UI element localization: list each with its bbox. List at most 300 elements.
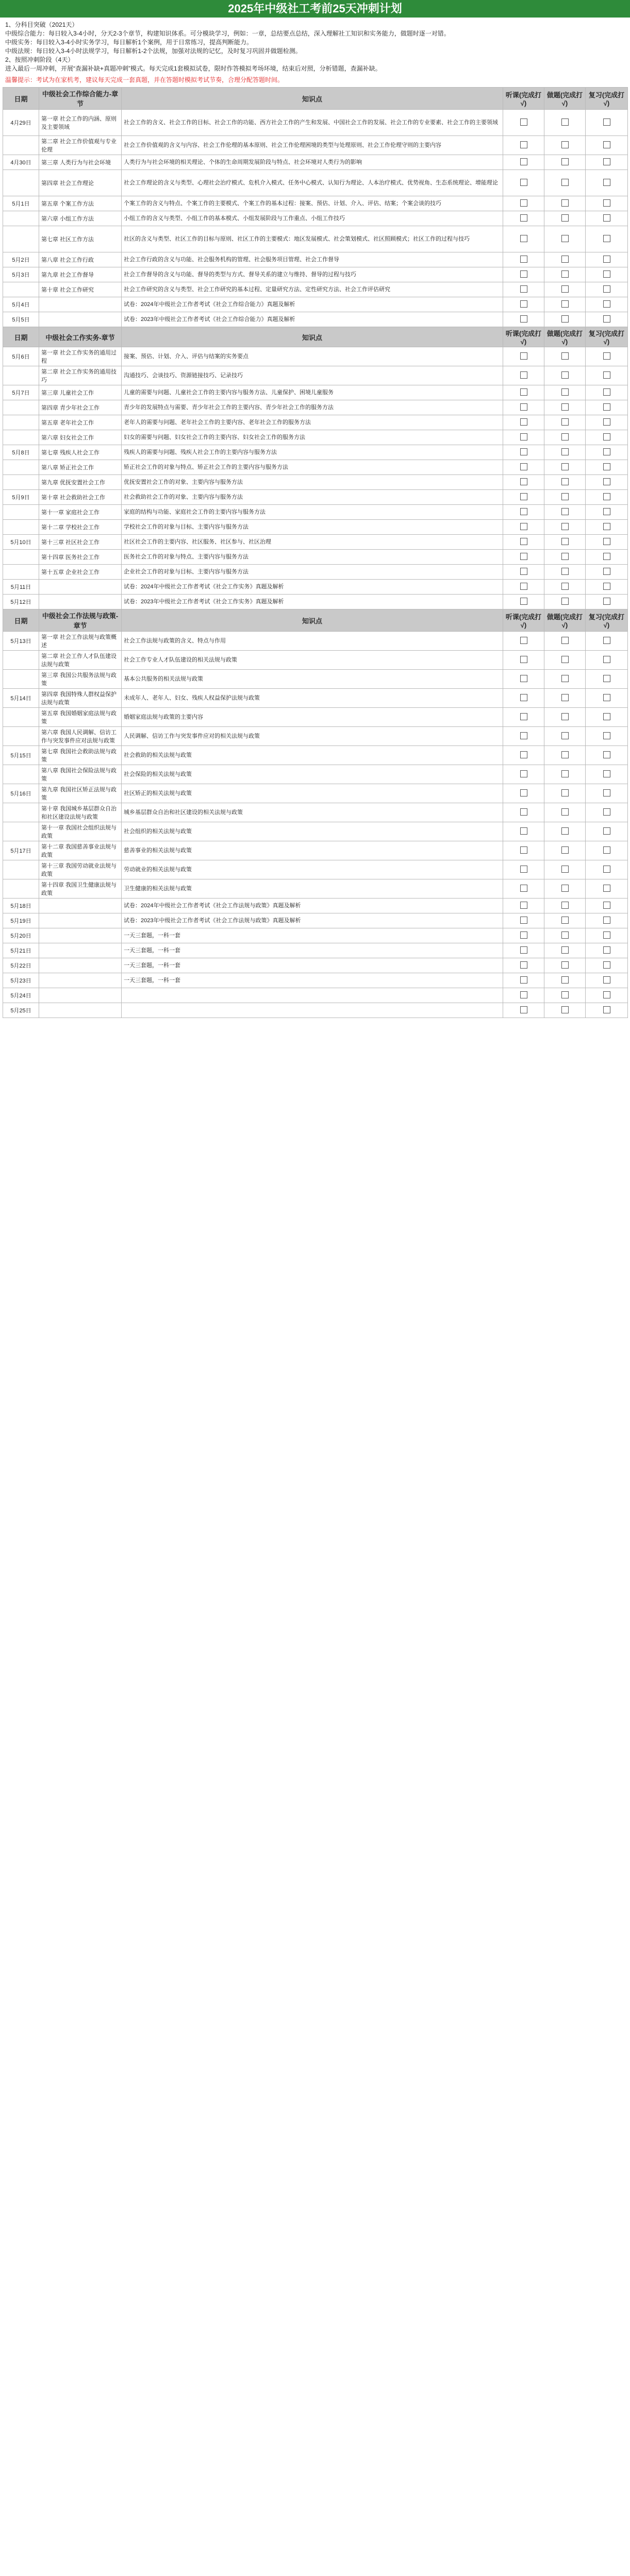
- checkbox[interactable]: [603, 637, 610, 644]
- table-row: [3, 841, 628, 860]
- table-row: [3, 943, 628, 958]
- row-knowledge: 青少年的发展特点与需要、青少年社会工作的主要内容、青少年社会工作的服务方法: [122, 400, 503, 415]
- row-knowledge: 未成年人、老年人、妇女、残疾人权益保护法规与政策: [122, 689, 503, 708]
- checkbox[interactable]: [561, 463, 569, 470]
- row-knowledge: 社会工作专业人才队伍建设的相关法规与政策: [122, 651, 503, 670]
- lecture-checkbox-cell: [503, 746, 544, 765]
- review-checkbox-cell: [586, 803, 628, 822]
- row-knowledge: 试卷：2024年中级社会工作者考试《社会工作法规与政策》真题及解析: [122, 899, 503, 913]
- row-knowledge: 医务社会工作的对象与特点、主要内容与服务方法: [122, 550, 503, 565]
- row-date: 4月29日: [3, 110, 39, 136]
- checkbox[interactable]: [603, 418, 610, 426]
- row-chapter: 第七章 社区工作方法: [39, 226, 122, 252]
- row-date: [3, 430, 39, 445]
- checkbox[interactable]: [561, 808, 569, 816]
- row-knowledge: 劳动就业的相关法规与政策: [122, 860, 503, 879]
- exercise-checkbox-cell: [544, 565, 586, 580]
- checkbox[interactable]: [603, 270, 610, 278]
- checkbox[interactable]: [520, 827, 527, 835]
- exercise-checkbox-cell: [544, 415, 586, 430]
- checkbox[interactable]: [561, 568, 569, 575]
- checkbox[interactable]: [520, 583, 527, 590]
- exercise-checkbox-cell: [544, 746, 586, 765]
- row-knowledge: 个案工作的含义与特点、个案工作的主要模式、个案工作的基本过程：接案、预估、计划、介入、评估、结案；个案会谈的技巧: [122, 196, 503, 211]
- row-knowledge: 社会工作督导的含义与功能、督导的类型与方式、督导关系的建立与维持、督导的过程与技巧: [122, 267, 503, 282]
- lecture-checkbox-cell: [503, 860, 544, 879]
- checkbox[interactable]: [561, 538, 569, 545]
- checkbox[interactable]: [603, 902, 610, 909]
- checkbox[interactable]: [561, 675, 569, 682]
- review-checkbox-cell: [586, 708, 628, 727]
- checkbox[interactable]: [603, 493, 610, 500]
- checkbox[interactable]: [561, 917, 569, 924]
- review-checkbox-cell: [586, 490, 628, 505]
- checkbox[interactable]: [520, 158, 527, 165]
- checkbox[interactable]: [561, 751, 569, 758]
- checkbox[interactable]: [603, 508, 610, 515]
- checkbox[interactable]: [603, 789, 610, 796]
- row-chapter: 第四章 青少年社会工作: [39, 400, 122, 415]
- checkbox[interactable]: [603, 713, 610, 720]
- checkbox[interactable]: [561, 141, 569, 148]
- checkbox[interactable]: [520, 961, 527, 969]
- table-row: [3, 535, 628, 550]
- row-date: [3, 803, 39, 822]
- review-checkbox-cell: [586, 136, 628, 155]
- checkbox[interactable]: [561, 158, 569, 165]
- checkbox[interactable]: [561, 118, 569, 126]
- row-chapter: 第六章 小组工作方法: [39, 211, 122, 226]
- checkbox[interactable]: [603, 141, 610, 148]
- lecture-checkbox-cell: [503, 347, 544, 366]
- checkbox[interactable]: [520, 637, 527, 644]
- checkbox[interactable]: [561, 214, 569, 222]
- row-knowledge: 城乡基层群众自治和社区建设的相关法规与政策: [122, 803, 503, 822]
- checkbox[interactable]: [520, 493, 527, 500]
- checkbox[interactable]: [561, 789, 569, 796]
- checkbox[interactable]: [520, 523, 527, 530]
- checkbox[interactable]: [561, 976, 569, 984]
- checkbox[interactable]: [520, 946, 527, 954]
- checkbox[interactable]: [603, 553, 610, 560]
- checkbox[interactable]: [561, 300, 569, 308]
- checkbox[interactable]: [603, 118, 610, 126]
- lecture-checkbox-cell: [503, 226, 544, 252]
- table-row: [3, 282, 628, 297]
- checkbox[interactable]: [561, 418, 569, 426]
- row-date: 5月11日: [3, 580, 39, 595]
- checkbox[interactable]: [520, 179, 527, 186]
- checkbox[interactable]: [561, 179, 569, 186]
- row-knowledge: 一天三套题，一科一套: [122, 958, 503, 973]
- checkbox[interactable]: [520, 235, 527, 242]
- review-checkbox-cell: [586, 595, 628, 609]
- checkbox[interactable]: [561, 478, 569, 485]
- exercise-checkbox-cell: [544, 708, 586, 727]
- exercise-checkbox-cell: [544, 347, 586, 366]
- checkbox[interactable]: [561, 732, 569, 739]
- row-knowledge: 老年人的需要与问题、老年社会工作的主要内容、老年社会工作的服务方法: [122, 415, 503, 430]
- exercise-checkbox-cell: [544, 282, 586, 297]
- checkbox[interactable]: [603, 1006, 610, 1013]
- checkbox[interactable]: [520, 256, 527, 263]
- lecture-checkbox-cell: [503, 282, 544, 297]
- review-checkbox-cell: [586, 430, 628, 445]
- checkbox[interactable]: [561, 694, 569, 701]
- checkbox[interactable]: [603, 179, 610, 186]
- checkbox[interactable]: [520, 770, 527, 777]
- checkbox[interactable]: [561, 523, 569, 530]
- checkbox[interactable]: [520, 141, 527, 148]
- table-row: [3, 297, 628, 312]
- checkbox[interactable]: [603, 827, 610, 835]
- checkbox[interactable]: [561, 866, 569, 873]
- checkbox[interactable]: [520, 1006, 527, 1013]
- checkbox[interactable]: [603, 885, 610, 892]
- review-checkbox-cell: [586, 928, 628, 943]
- checkbox[interactable]: [603, 694, 610, 701]
- checkbox[interactable]: [561, 403, 569, 411]
- exercise-checkbox-cell: [544, 988, 586, 1003]
- review-checkbox-cell: [586, 632, 628, 651]
- checkbox[interactable]: [520, 352, 527, 360]
- exercise-checkbox-cell: [544, 520, 586, 535]
- checkbox[interactable]: [520, 789, 527, 796]
- checkbox[interactable]: [603, 315, 610, 323]
- checkbox[interactable]: [561, 656, 569, 663]
- review-checkbox-cell: [586, 110, 628, 136]
- checkbox[interactable]: [520, 568, 527, 575]
- row-knowledge: 慈善事业的相关法规与政策: [122, 841, 503, 860]
- review-checkbox-cell: [586, 505, 628, 520]
- row-knowledge: 社会工作法规与政策的含义、特点与作用: [122, 632, 503, 651]
- review-checkbox-cell: [586, 860, 628, 879]
- checkbox[interactable]: [603, 770, 610, 777]
- table-row: [3, 505, 628, 520]
- checkbox[interactable]: [520, 732, 527, 739]
- row-chapter: 第十章 社会救助社会工作: [39, 490, 122, 505]
- checkbox[interactable]: [561, 713, 569, 720]
- row-knowledge: 试卷：2024年中级社会工作者考试《社会工作综合能力》真题及解析: [122, 297, 503, 312]
- lecture-checkbox-cell: [503, 595, 544, 609]
- row-date: 5月10日: [3, 535, 39, 550]
- row-date: 5月3日: [3, 267, 39, 282]
- checkbox[interactable]: [561, 961, 569, 969]
- checkbox[interactable]: [603, 285, 610, 293]
- checkbox[interactable]: [561, 991, 569, 998]
- table-row: [3, 1003, 628, 1018]
- lecture-checkbox-cell: [503, 366, 544, 385]
- row-knowledge: 社会救助社会工作的对象、主要内容与服务方法: [122, 490, 503, 505]
- row-chapter: 第二章 社会工作价值观与专业伦理: [39, 136, 122, 155]
- checkbox[interactable]: [520, 448, 527, 455]
- lecture-checkbox-cell: [503, 312, 544, 327]
- checkbox[interactable]: [520, 300, 527, 308]
- review-checkbox-cell: [586, 475, 628, 490]
- checkbox[interactable]: [561, 931, 569, 939]
- table-row: [3, 366, 628, 385]
- checkbox[interactable]: [520, 371, 527, 379]
- checkbox[interactable]: [603, 523, 610, 530]
- checkbox[interactable]: [603, 256, 610, 263]
- checkbox[interactable]: [603, 656, 610, 663]
- checkbox[interactable]: [603, 371, 610, 379]
- checkbox[interactable]: [520, 846, 527, 854]
- exercise-checkbox-cell: [544, 226, 586, 252]
- exercise-checkbox-cell: [544, 765, 586, 784]
- lecture-checkbox-cell: [503, 415, 544, 430]
- exercise-checkbox-cell: [544, 211, 586, 226]
- row-date: [3, 282, 39, 297]
- knowledge-header: 知识点: [122, 609, 503, 632]
- checkbox[interactable]: [603, 538, 610, 545]
- row-chapter: [39, 297, 122, 312]
- table-row: [3, 565, 628, 580]
- checkbox[interactable]: [561, 598, 569, 605]
- checkbox[interactable]: [561, 448, 569, 455]
- checkbox[interactable]: [520, 418, 527, 426]
- review-checkbox-cell: [586, 746, 628, 765]
- checkbox[interactable]: [561, 371, 569, 379]
- lecture-checkbox-cell: [503, 297, 544, 312]
- row-knowledge: 社会工作价值观的含义与内容、社会工作伦理的基本原则、社会工作伦理困境的类型与处理原则、社会工作伦理守则的主要内容: [122, 136, 503, 155]
- checkbox[interactable]: [561, 846, 569, 854]
- row-date: 5月4日: [3, 297, 39, 312]
- checkbox[interactable]: [520, 270, 527, 278]
- checkbox[interactable]: [603, 300, 610, 308]
- checkbox[interactable]: [561, 827, 569, 835]
- checkbox[interactable]: [603, 917, 610, 924]
- checkbox[interactable]: [603, 866, 610, 873]
- checkbox[interactable]: [561, 946, 569, 954]
- checkbox[interactable]: [561, 199, 569, 207]
- table-row: [3, 385, 628, 400]
- checkbox[interactable]: [520, 675, 527, 682]
- checkbox[interactable]: [561, 885, 569, 892]
- intro-line: 1、分科目突破（2021天）: [5, 21, 78, 28]
- row-knowledge: 小组工作的含义与类型、小组工作的基本模式、小组发展阶段与工作重点、小组工作技巧: [122, 211, 503, 226]
- checkbox[interactable]: [603, 214, 610, 222]
- lecture-checkbox-cell: [503, 460, 544, 475]
- checkbox[interactable]: [561, 235, 569, 242]
- checkbox[interactable]: [561, 583, 569, 590]
- checkbox[interactable]: [603, 946, 610, 954]
- lecture-checkbox-cell: [503, 550, 544, 565]
- lecture-checkbox-cell: [503, 490, 544, 505]
- row-knowledge: 婚姻家庭法规与政策的主要内容: [122, 708, 503, 727]
- lecture-checkbox-cell: [503, 136, 544, 155]
- lecture-checkbox-cell: [503, 505, 544, 520]
- checkbox[interactable]: [520, 902, 527, 909]
- intro-line: 中级综合能力：每日较入3-4小时，分天2-3个章节，构建知识体系。可分模块学习，例如：一章，总结要点总结，深入理解社工知识和实务能力，做题时逐一对错。: [5, 30, 450, 37]
- row-date: [3, 505, 39, 520]
- exercise-checkbox-cell: [544, 490, 586, 505]
- checkbox[interactable]: [520, 214, 527, 222]
- checkbox[interactable]: [520, 751, 527, 758]
- checkbox[interactable]: [520, 315, 527, 323]
- review-checkbox-cell: [586, 958, 628, 973]
- table-row: [3, 445, 628, 460]
- checkbox[interactable]: [561, 388, 569, 396]
- review-checkbox-cell: [586, 765, 628, 784]
- checkbox[interactable]: [603, 976, 610, 984]
- checkbox[interactable]: [520, 388, 527, 396]
- checkbox[interactable]: [603, 448, 610, 455]
- table-row: [3, 267, 628, 282]
- row-knowledge: 基本公共服务的相关法规与政策: [122, 670, 503, 689]
- checkbox[interactable]: [561, 256, 569, 263]
- checkbox[interactable]: [561, 1006, 569, 1013]
- checkbox[interactable]: [603, 235, 610, 242]
- row-date: 5月7日: [3, 385, 39, 400]
- row-knowledge: 矫正社会工作的对象与特点、矫正社会工作的主要内容与服务方法: [122, 460, 503, 475]
- checkbox[interactable]: [561, 553, 569, 560]
- checkbox[interactable]: [520, 866, 527, 873]
- checkbox[interactable]: [603, 478, 610, 485]
- checkbox[interactable]: [603, 568, 610, 575]
- lecture-checkbox-cell: [503, 252, 544, 267]
- exercise-checkbox-cell: [544, 385, 586, 400]
- row-knowledge: 家庭的结构与功能、家庭社会工作的主要内容与服务方法: [122, 505, 503, 520]
- checkbox[interactable]: [520, 917, 527, 924]
- review-checkbox-cell: [586, 689, 628, 708]
- table-row: [3, 708, 628, 727]
- table-row: [3, 252, 628, 267]
- checkbox[interactable]: [603, 199, 610, 207]
- checkbox[interactable]: [603, 991, 610, 998]
- row-date: 5月8日: [3, 445, 39, 460]
- checkbox[interactable]: [603, 846, 610, 854]
- checkbox[interactable]: [520, 713, 527, 720]
- checkbox[interactable]: [603, 931, 610, 939]
- checkbox[interactable]: [561, 270, 569, 278]
- review-checkbox-cell: [586, 973, 628, 988]
- exercise-checkbox-cell: [544, 267, 586, 282]
- review-checkbox-cell: [586, 822, 628, 841]
- row-knowledge: 社区的含义与类型、社区工作的目标与原则、社区工作的主要模式：地区发展模式、社会策划模式、社区照顾模式；社区工作的过程与技巧: [122, 226, 503, 252]
- checkbox[interactable]: [520, 991, 527, 998]
- checkbox[interactable]: [561, 637, 569, 644]
- exercise-checkbox-cell: [544, 196, 586, 211]
- exercise-checkbox-cell: [544, 651, 586, 670]
- checkbox[interactable]: [520, 808, 527, 816]
- review-checkbox-cell: [586, 1003, 628, 1018]
- checkbox[interactable]: [520, 931, 527, 939]
- checkbox[interactable]: [520, 538, 527, 545]
- row-knowledge: 社区矫正的相关法规与政策: [122, 784, 503, 803]
- review-checkbox-cell: [586, 366, 628, 385]
- checkbox[interactable]: [520, 463, 527, 470]
- row-knowledge: 社会救助的相关法规与政策: [122, 746, 503, 765]
- checkbox[interactable]: [520, 508, 527, 515]
- review-checkbox-cell: [586, 565, 628, 580]
- lecture-checkbox-cell: [503, 632, 544, 651]
- row-date: [3, 765, 39, 784]
- checkbox[interactable]: [561, 508, 569, 515]
- row-date: 4月30日: [3, 155, 39, 170]
- table-row: [3, 632, 628, 651]
- review-checkbox-cell: [586, 282, 628, 297]
- checkbox[interactable]: [520, 433, 527, 440]
- checkbox[interactable]: [603, 583, 610, 590]
- checkbox[interactable]: [603, 751, 610, 758]
- checkbox[interactable]: [561, 770, 569, 777]
- review-checkbox-cell: [586, 347, 628, 366]
- row-chapter: 第二章 社会工作人才队伍建设法规与政策: [39, 651, 122, 670]
- checkbox[interactable]: [603, 388, 610, 396]
- row-knowledge: 社区社会工作的主要内容、社区服务、社区参与、社区治理: [122, 535, 503, 550]
- checkbox[interactable]: [603, 403, 610, 411]
- row-date: 5月24日: [3, 988, 39, 1003]
- checkbox[interactable]: [603, 961, 610, 969]
- checkbox[interactable]: [561, 285, 569, 293]
- checkbox[interactable]: [603, 598, 610, 605]
- row-knowledge: 试卷：2023年中级社会工作者考试《社会工作法规与政策》真题及解析: [122, 913, 503, 928]
- row-chapter: 第九章 我国社区矫正法规与政策: [39, 784, 122, 803]
- lecture-checkbox-cell: [503, 430, 544, 445]
- checkbox[interactable]: [603, 732, 610, 739]
- checkbox[interactable]: [520, 118, 527, 126]
- checkbox[interactable]: [603, 158, 610, 165]
- checkbox[interactable]: [561, 315, 569, 323]
- review-checkbox-cell: [586, 784, 628, 803]
- row-knowledge: 试卷：2024年中级社会工作者考试《社会工作实务》真题及解析: [122, 580, 503, 595]
- checkbox[interactable]: [561, 352, 569, 360]
- checkbox[interactable]: [603, 352, 610, 360]
- checkbox[interactable]: [561, 902, 569, 909]
- checkbox[interactable]: [520, 694, 527, 701]
- checkbox[interactable]: [520, 403, 527, 411]
- checkbox[interactable]: [520, 976, 527, 984]
- checkbox[interactable]: [603, 433, 610, 440]
- row-chapter: [39, 899, 122, 913]
- lecture-checkbox-cell: [503, 565, 544, 580]
- review-checkbox-cell: [586, 460, 628, 475]
- exercise-checkbox-cell: [544, 899, 586, 913]
- checkbox[interactable]: [520, 199, 527, 207]
- checkbox[interactable]: [520, 656, 527, 663]
- row-chapter: [39, 928, 122, 943]
- checkbox[interactable]: [603, 808, 610, 816]
- row-date: [3, 460, 39, 475]
- row-date: 5月6日: [3, 347, 39, 366]
- table-row: [3, 347, 628, 366]
- row-date: [3, 520, 39, 535]
- table-row: [3, 879, 628, 899]
- checkbox[interactable]: [520, 553, 527, 560]
- row-chapter: 第一章 社会工作法规与政策概述: [39, 632, 122, 651]
- row-date: [3, 708, 39, 727]
- review-checkbox-cell: [586, 580, 628, 595]
- checkbox[interactable]: [520, 478, 527, 485]
- review-header: 复习(完成打√): [586, 327, 628, 347]
- row-chapter: 第五章 老年社会工作: [39, 415, 122, 430]
- checkbox[interactable]: [520, 885, 527, 892]
- review-checkbox-cell: [586, 445, 628, 460]
- lecture-checkbox-cell: [503, 841, 544, 860]
- table-row: [3, 988, 628, 1003]
- exercise-checkbox-cell: [544, 595, 586, 609]
- checkbox[interactable]: [520, 285, 527, 293]
- lecture-checkbox-cell: [503, 913, 544, 928]
- checkbox[interactable]: [561, 493, 569, 500]
- checkbox[interactable]: [603, 463, 610, 470]
- checkbox[interactable]: [520, 598, 527, 605]
- row-chapter: 第六章 我国人民调解、信访工作与突发事件应对法规与政策: [39, 727, 122, 746]
- checkbox[interactable]: [561, 433, 569, 440]
- checkbox[interactable]: [603, 675, 610, 682]
- row-chapter: 第八章 社会工作行政: [39, 252, 122, 267]
